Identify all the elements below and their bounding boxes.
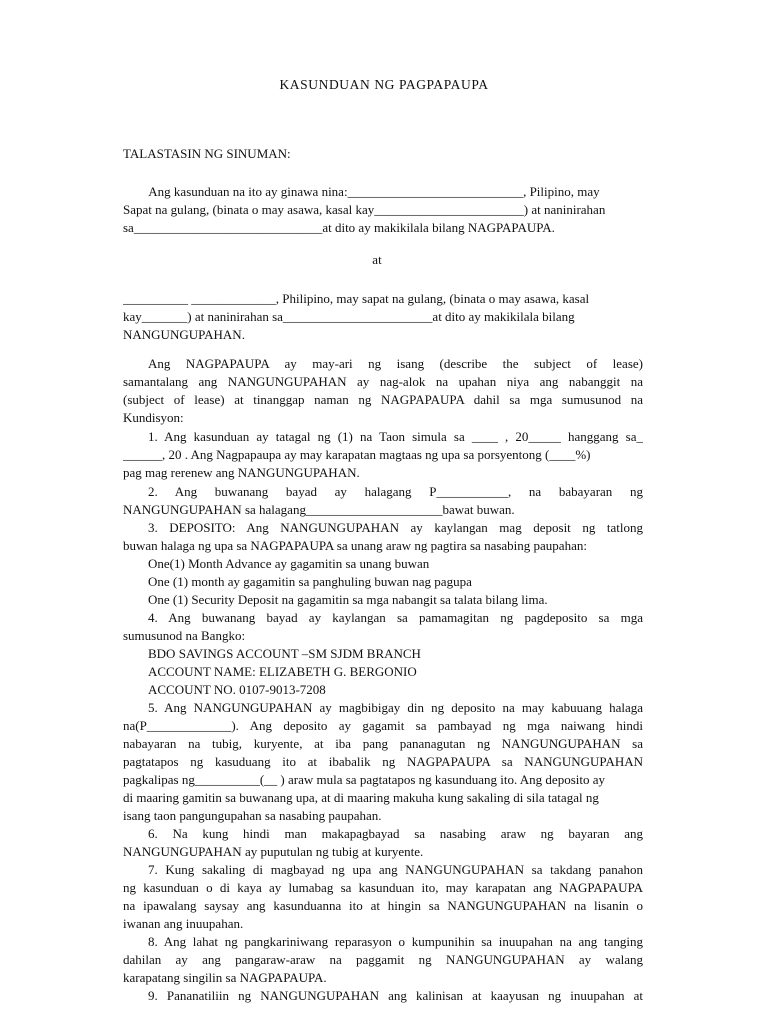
party-line-6: NANGUNGUPAHAN. (123, 327, 245, 342)
clause-5-line-2: na(P_____________). Ang deposito ay gagamit sa pambayad ng mga naiwang hindi (123, 718, 643, 733)
clause-5-line-7: isang taon pangungupahan sa nasabing paupahan. (123, 808, 382, 823)
clause-4-line-1: 4. Ang buwanang bayad ay kaylangan sa pamamagitan ng pagdeposito sa mga (148, 610, 643, 625)
clause-3-item-1: One(1) Month Advance ay gagamitin sa unang buwan (148, 556, 430, 571)
party-line-4: __________ _____________, Philipino, may sapat na gulang, (binata o may asawa, kasal (123, 291, 590, 306)
clause-4-line-2: sumusunod na Bangko: (123, 628, 246, 643)
clause-8-line-3: karapatang singilin sa NAGPAPAUPA. (123, 970, 327, 985)
intro-line-1: Ang NAGPAPAUPA ay may-ari ng isang (describe the subject of lease) (148, 356, 643, 371)
clause-3-item-3: One (1) Security Deposit na gagamitin sa mga nabangit sa talata bilang lima. (148, 592, 548, 607)
party-line-5: kay_______) at naninirahan sa_______________________at dito ay makikilala bilang (123, 309, 575, 324)
salutation: TALASTASIN NG SINUMAN: (123, 146, 291, 161)
clause-9-line-1: 9. Pananatiliin ng NANGUNGUPAHAN ang kalinisan at kaayusan ng inuupahan at (148, 988, 643, 1003)
account-name: ACCOUNT NAME: ELIZABETH G. BERGONIO (148, 664, 417, 679)
clause-7-line-2: ng kasunduan o di kaya ay lumabag sa kasunduan ito, may karapatan ang NAGPAPAUPA (123, 880, 643, 895)
account-number: ACCOUNT NO. 0107-9013-7208 (148, 682, 326, 697)
party-line-1: Ang kasunduan na ito ay ginawa nina:___________________________, Pilipino, may (123, 184, 600, 199)
clause-3-item-2: One (1) month ay gagamitin sa panghuling buwan nag pagupa (148, 574, 472, 589)
clause-2-line-1: 2. Ang buwanang bayad ay halagang P___________, na babayaran ng (148, 484, 643, 499)
clause-5-line-1: 5. Ang NANGUNGUPAHAN ay magbibigay din ng deposito na may kabuuang halaga (148, 700, 643, 715)
clause-2-line-2: NANGUNGUPAHAN sa halagang_____________________bawat buwan. (123, 502, 515, 517)
intro-line-4: Kundisyon: (123, 410, 184, 425)
document-title: KASUNDUAN NG PAGPAPAUPA (279, 77, 489, 92)
party-line-3: sa_____________________________at dito ay makikilala bilang NAGPAPAUPA. (123, 220, 555, 235)
clause-1-line-3: pag mag rerenew ang NANGUNGUPAHAN. (123, 465, 360, 480)
clause-1-line-2: ______, 20 . Ang Nagpapaupa ay may karapatan magtaas ng upa sa porsyentong (____%) (123, 447, 591, 462)
clause-8-line-1: 8. Ang lahat ng pangkariniwang reparasyon o kumpunihin sa inuupahan na ang tanging (148, 934, 643, 949)
party-line-2: Sapat na gulang, (binata o may asawa, kasal kay_______________________) at naninirahan (123, 202, 606, 217)
intro-line-3: (subject of lease) at tinanggap naman ng NAGPAPAUPA dahil sa mga sumusunod na (123, 392, 643, 407)
intro-line-2: samantalang ang NANGUNGUPAHAN ay nag-alok na upahan niya ang nabanggit na (123, 374, 643, 389)
conjunction-at: at (372, 252, 382, 267)
clause-5-line-6: di maaring gamitin sa buwanang upa, at di maaring makuha kung sakaling di sila tatagal ng (123, 790, 599, 805)
clause-5-line-3: nabayaran na tubig, kuryente, at iba pang pananagutan ng NANGUNGUPAHAN sa (123, 736, 643, 751)
clause-5-line-4: pagtatapos ng kasuduang ito at ibabalik ng NAGPAPAUPA sa NANGUNGUPAHAN (123, 754, 643, 769)
clause-7-line-1: 7. Kung sakaling di magbayad ng upa ang NANGUNGUPAHAN sa takdang panahon (148, 862, 643, 877)
clause-8-line-2: dahilan ay ang pangaraw-araw na paggamit ng NANGUNGUPAHAN ay walang (123, 952, 643, 967)
clause-5-line-5: pagkalipas ng__________(__ ) araw mula sa pagtatapos ng kasunduang ito. Ang deposito ay (123, 772, 605, 787)
clause-1-line-1: 1. Ang kasunduan ay tatagal ng (1) na Taon simula sa ____ , 20_____ hanggang sa_ (148, 429, 643, 444)
clause-6-line-2: NANGUNGUPAHAN ay puputulan ng tubig at kuryente. (123, 844, 424, 859)
clause-3-line-1: 3. DEPOSITO: Ang NANGUNGUPAHAN ay kaylangan mag deposit ng tatlong (148, 520, 643, 535)
clause-6-line-1: 6. Na kung hindi man makapagbayad sa nasabing araw ng bayaran ang (148, 826, 643, 841)
clause-7-line-4: iwanan ang inuupahan. (123, 916, 244, 931)
clause-3-line-2: buwan halaga ng upa sa NAGPAPAUPA sa unang araw ng pagtira sa nasabing paupahan: (123, 538, 587, 553)
clause-7-line-3: na ipawalang saysay ang kasunduanna ito at hingin sa NANGUNGUPAHAN na lisanin o (123, 898, 643, 913)
bank-name: BDO SAVINGS ACCOUNT –SM SJDM BRANCH (148, 646, 421, 661)
